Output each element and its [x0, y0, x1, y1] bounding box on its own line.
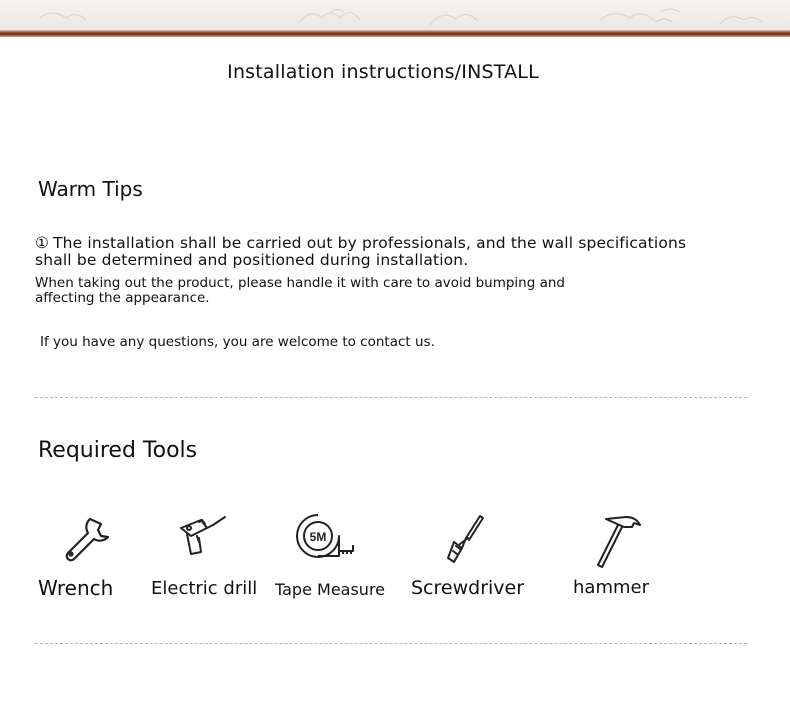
- required-tools-heading: Required Tools: [38, 438, 198, 463]
- wrench-icon: [60, 513, 110, 563]
- tool-label-electric-drill: Electric drill: [151, 578, 258, 599]
- tape-measure-badge: 5M: [309, 530, 327, 544]
- contact-note: If you have any questions, you are welcome to contact us.: [40, 334, 435, 350]
- tip-line-1-text: The installation shall be carried out by professionals, and the wall specifications: [53, 234, 687, 252]
- tip-line-1: [35, 234, 686, 252]
- tip-line-2: shall be determined and positioned during installation.: [35, 251, 469, 269]
- tool-label-wrench: Wrench: [38, 576, 114, 600]
- page-title: Installation instructions/INSTALL: [227, 61, 539, 83]
- tool-label-hammer: hammer: [573, 577, 649, 598]
- circled-number-one: ①: [35, 234, 50, 252]
- hammer-icon: [594, 513, 646, 569]
- tool-label-screwdriver: Screwdriver: [411, 577, 525, 599]
- screwdriver-icon: [444, 512, 488, 566]
- cloud-pattern-decoration: [0, 0, 790, 30]
- section-divider: [35, 397, 747, 398]
- decorative-header-band: [0, 0, 790, 30]
- tape-measure-icon: [294, 513, 356, 561]
- tool-label-tape-measure: Tape Measure: [275, 580, 386, 599]
- tip-line-4: affecting the appearance.: [35, 290, 210, 306]
- section-divider-bottom: [35, 643, 747, 644]
- tip-line-3: When taking out the product, please handle it with care to avoid bumping and: [35, 275, 565, 291]
- header-rule: [0, 30, 790, 37]
- drill-icon: [175, 512, 229, 566]
- warm-tips-heading: Warm Tips: [38, 177, 143, 201]
